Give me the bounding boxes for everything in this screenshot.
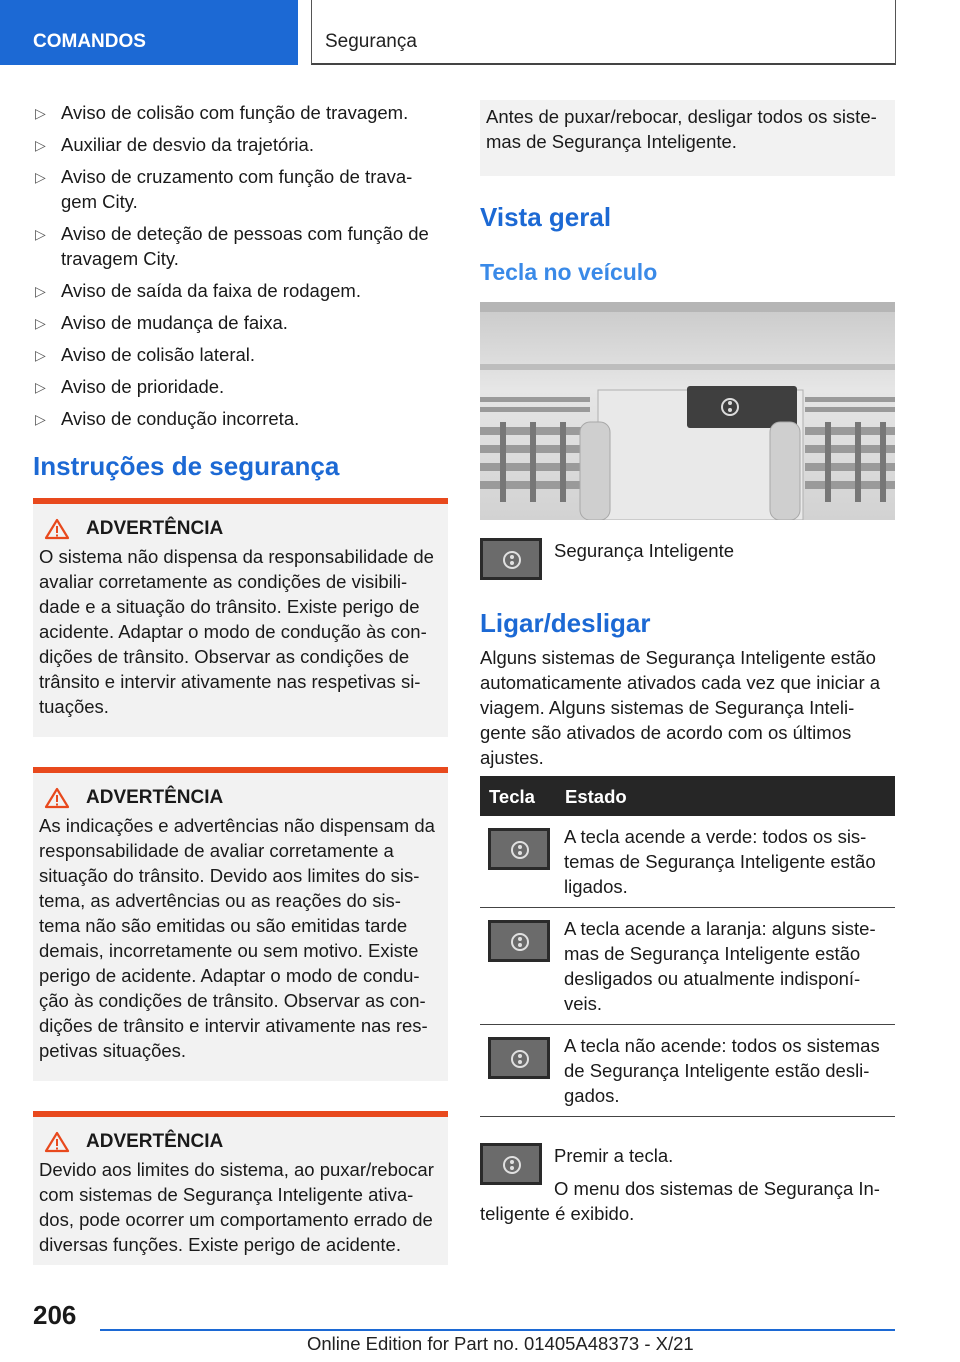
table-header-row: [480, 776, 895, 816]
dashboard-photo-illustration: [480, 302, 895, 520]
warning-title: ADVERTÊNCIA: [44, 518, 440, 540]
list-item: ▷ Aviso de deteção de pessoas com função de travagem City.: [35, 223, 429, 269]
warning-triangle-icon: [44, 787, 70, 809]
warning-triangle-icon: [44, 518, 70, 540]
key-state-table: [480, 776, 895, 1117]
key-heading: Tecla no veículo: [480, 259, 658, 285]
triangle-bullet-icon: ▷: [35, 137, 46, 153]
warning-title: ADVERTÊNCIA: [44, 787, 440, 809]
warning-text: As indicações e advertências não dispensam da responsabilidade de avaliar corretamente a situação do trânsito. Devido aos limites do sis-tema, as advertências ou as reações do sis-tema não são emitidas ou são emitidas tarde demais, incorretamente ou sem motivo. Existe perigo de acidente. Adaptar o modo de condu-ção às condições de trânsito. Observar as con-dições de trânsito e intervir ativamente nas res-petivas situações.: [39, 815, 435, 1061]
warning-triangle-icon: [44, 1131, 70, 1153]
triangle-bullet-icon: ▷: [35, 315, 46, 331]
triangle-bullet-icon: ▷: [35, 169, 46, 185]
state-description: A tecla acende a verde: todos os sis-temas de Segurança Inteligente estão ligados.: [556, 816, 895, 908]
triangle-bullet-icon: ▷: [35, 283, 46, 299]
table-row: [480, 1025, 895, 1117]
feature-list: [33, 100, 448, 431]
table-row: [480, 908, 895, 1025]
press-key-text: Premir a tecla.: [554, 1145, 674, 1166]
list-item: ▷ Aviso de cruzamento com função de trava-gem City.: [35, 166, 413, 212]
list-item: ▷ Auxiliar de desvio da trajetória.: [33, 132, 448, 157]
warning-continuation: Antes de puxar/rebocar, desligar todos os siste-mas de Segurança Inteligente.: [480, 100, 895, 176]
state-description: A tecla não acende: todos os sistemas de Segurança Inteligente estão desli-gados.: [556, 1025, 895, 1117]
list-item: ▷ Aviso de saída da faixa de rodagem.: [33, 278, 448, 303]
page-number: 206: [33, 1300, 77, 1330]
section-tab: COMANDOS: [0, 0, 298, 65]
triangle-bullet-icon: ▷: [35, 411, 46, 427]
list-item: ▷ Aviso de condução incorreta.: [33, 406, 448, 431]
list-item: ▷ Aviso de colisão com função de travagem.: [33, 100, 448, 125]
onoff-text: Alguns sistemas de Segurança Inteligente estão automaticamente ativados cada vez que iniciar a viagem. Alguns sistemas de Segurança Inteli-gente são ativados de acordo com os últimos ajustes.: [480, 647, 881, 768]
key-off-icon: [488, 1037, 550, 1079]
triangle-bullet-icon: ▷: [35, 347, 46, 363]
column-header: Tecla: [480, 776, 556, 816]
table-row: [480, 816, 895, 908]
left-column: [33, 100, 448, 1265]
warning-text: O sistema não dispensa da responsabilidade de avaliar corretamente as condições de visibili-dade e a situação do trânsito. Existe perigo de acidente. Adaptar o modo de condução às con-dições de trânsito. Observar as condições de trânsito e intervir ativamente nas respetivas si-tuações.: [39, 546, 434, 717]
list-item: ▷ Aviso de prioridade.: [33, 374, 448, 399]
key-orange-icon: [488, 920, 550, 962]
intelligent-safety-key-icon: [480, 1143, 542, 1185]
list-item: ▷ Aviso de mudança de faixa.: [33, 310, 448, 335]
intelligent-safety-key-icon: [480, 538, 542, 580]
warning-box: [33, 498, 448, 737]
onoff-heading: Ligar/desligar: [480, 608, 651, 638]
column-header: Estado: [556, 776, 895, 816]
press-result-text: O menu dos sistemas de Segurança In-teligente é exibido.: [480, 1178, 880, 1224]
edition-text: Online Edition for Part no. 01405A48373 - X/21: [307, 1333, 694, 1354]
safety-heading: Instruções de segurança: [33, 451, 340, 481]
key-green-icon: [488, 828, 550, 870]
right-column: [480, 100, 895, 1226]
warning-text: Devido aos limites do sistema, ao puxar/rebocar com sistemas de Segurança Inteligente ativa-dos, pode ocorrer um comportamento errado de diversas funções. Existe perigo de acidente.: [39, 1159, 434, 1255]
overview-heading: Vista geral: [480, 202, 612, 232]
list-item: ▷ Aviso de colisão lateral.: [33, 342, 448, 367]
state-description: A tecla acende a laranja: alguns siste-mas de Segurança Inteligente estão desligados ou atualmente indisponí-veis.: [556, 908, 895, 1025]
key-legend: [480, 538, 895, 580]
vehicle-key-photo: [480, 302, 895, 520]
page-title: Segurança: [311, 0, 896, 65]
warning-title: ADVERTÊNCIA: [44, 1131, 440, 1153]
footer-divider: [100, 1329, 895, 1331]
triangle-bullet-icon: ▷: [35, 379, 46, 395]
press-key-instruction: [480, 1143, 895, 1226]
triangle-bullet-icon: ▷: [35, 105, 46, 121]
key-caption: Segurança Inteligente: [554, 540, 734, 561]
triangle-bullet-icon: ▷: [35, 226, 46, 242]
warning-box: [33, 767, 448, 1081]
warning-box: [33, 1111, 448, 1265]
